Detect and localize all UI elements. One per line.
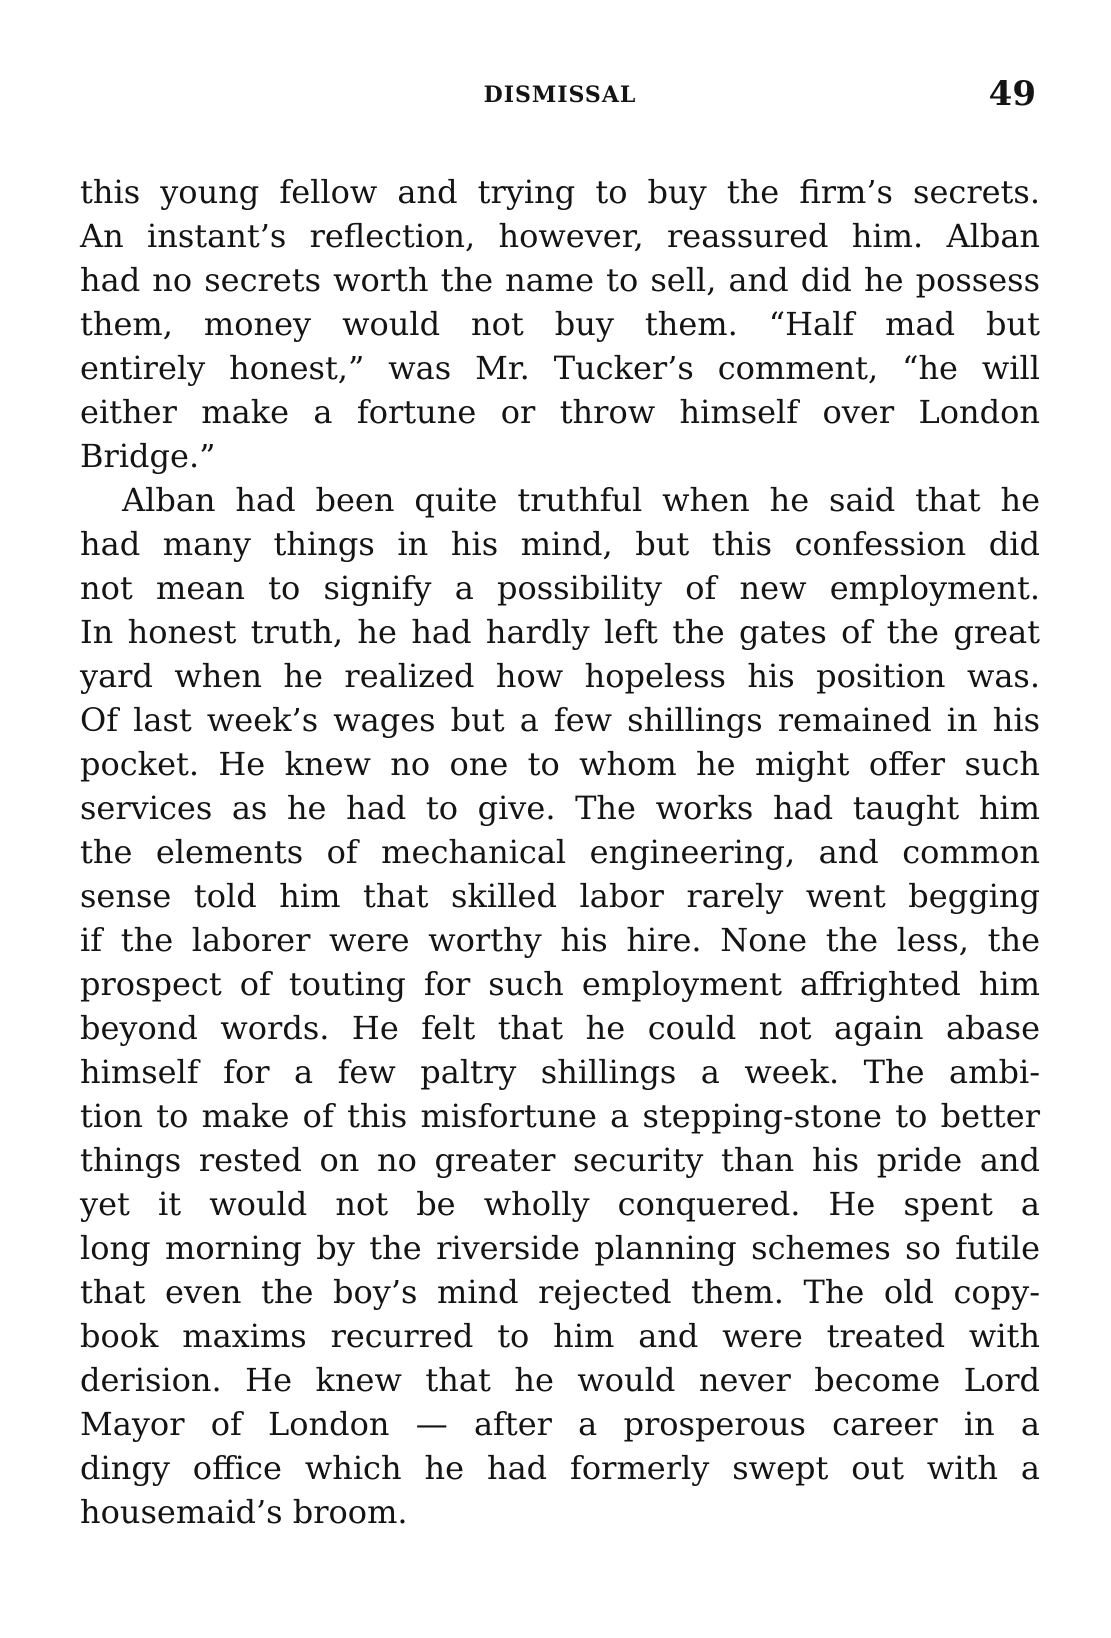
text-line: Alban had been quite truthful when he said that he — [122, 481, 1040, 519]
text-line: yet it would not be wholly conquered. He spent a — [80, 1185, 1040, 1223]
running-title: DISMISSAL — [483, 82, 637, 108]
text-line: housemaid’s broom. — [80, 1493, 408, 1531]
text-line: things rested on no greater security than his pride and — [80, 1141, 1040, 1179]
page-number: 49 — [988, 74, 1036, 114]
text-line: that even the boy’s mind rejected them. The old copy- — [80, 1273, 1040, 1311]
text-line: book maxims recurred to him and were treated with — [80, 1317, 1040, 1355]
paragraph — [80, 170, 1040, 478]
running-head — [80, 70, 1040, 130]
text-line: yard when he realized how hopeless his position was. — [80, 657, 1040, 695]
text-line: In honest truth, he had hardly left the gates of the great — [80, 613, 1040, 651]
text-line: himself for a few paltry shillings a week. The ambi- — [80, 1053, 1040, 1091]
text-line: not mean to signify a possibility of new employment. — [80, 569, 1040, 607]
text-line: Of last week’s wages but a few shillings remained in his — [80, 701, 1040, 739]
text-line: entirely honest,” was Mr. Tucker’s comment, “he will — [80, 349, 1040, 387]
body-text — [80, 170, 1040, 1534]
text-line: the elements of mechanical engineering, and common — [80, 833, 1040, 871]
text-line: either make a fortune or throw himself over London — [80, 393, 1040, 431]
text-line: An instant’s reflection, however, reassured him. Alban — [80, 217, 1040, 255]
text-line: this young fellow and trying to buy the firm’s secrets. — [80, 173, 1040, 211]
text-line: derision. He knew that he would never become Lord — [80, 1361, 1040, 1399]
text-line: had no secrets worth the name to sell, and did he possess — [80, 261, 1040, 299]
text-line: dingy office which he had formerly swept out with a — [80, 1449, 1040, 1487]
text-line: had many things in his mind, but this confession did — [80, 525, 1040, 563]
text-line: prospect of touting for such employment affrighted him — [80, 965, 1040, 1003]
text-line: pocket. He knew no one to whom he might offer such — [80, 745, 1040, 783]
text-line: beyond words. He felt that he could not again abase — [80, 1009, 1040, 1047]
text-line: if the laborer were worthy his hire. None the less, the — [80, 921, 1040, 959]
text-line: Bridge.” — [80, 437, 216, 475]
text-line: sense told him that skilled labor rarely went begging — [80, 877, 1040, 915]
text-line: services as he had to give. The works had taught him — [80, 789, 1040, 827]
text-line: them, money would not buy them. “Half mad but — [80, 305, 1040, 343]
paragraph — [80, 478, 1040, 1534]
text-line: tion to make of this misfortune a stepping-stone to better — [80, 1097, 1040, 1135]
text-line: long morning by the riverside planning schemes so futile — [80, 1229, 1040, 1267]
text-line: Mayor of London — after a prosperous career in a — [80, 1405, 1040, 1443]
book-page — [80, 70, 1040, 1570]
